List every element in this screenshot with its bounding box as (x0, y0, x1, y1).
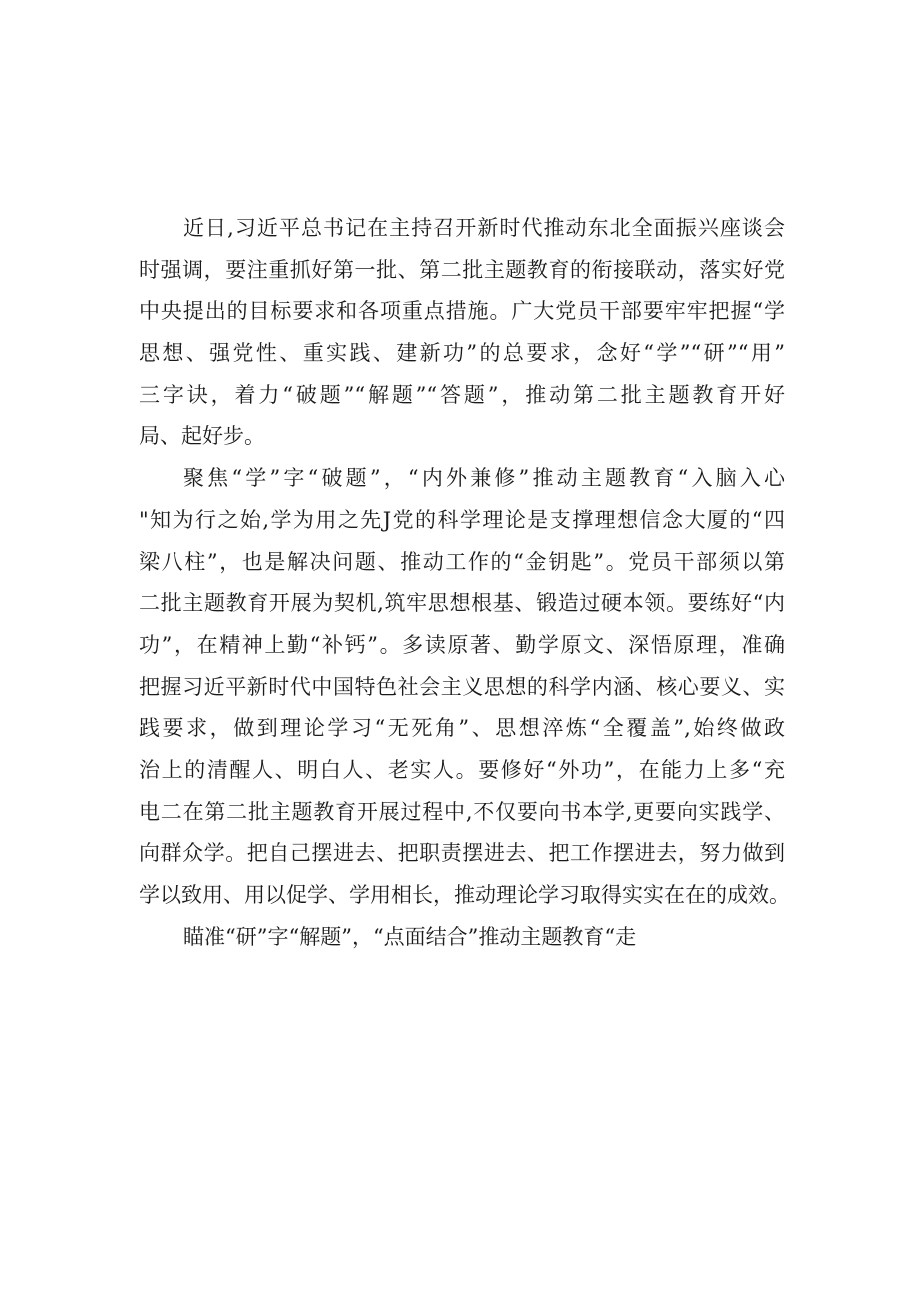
paragraph-line: 聚焦“学”字“破题”，“内外兼修”推动主题教育“入脑入心 (183, 466, 785, 491)
paragraph-line: 三字诀，着力“破题”“解题”“答题”，推动第二批主题教育开好 (139, 382, 785, 407)
paragraph-line: 向群众学。把自己摆进去、把职责摆进去、把工作摆进去，努力做到 (139, 841, 785, 866)
paragraph-line: 学以致用、用以促学、学用相长，推动理论学习取得实实在在的成效。 (139, 883, 790, 907)
paragraph-line: 瞄准“研”字“解题”，“点面结合”推动主题教育“走 (183, 924, 637, 949)
paragraph-line: 功”，在精神上勤“补钙”。多读原著、勤学原文、深悟原理，准确 (139, 632, 785, 657)
paragraph-line: 践要求，做到理论学习“无死角”、思想淬炼“全覆盖”,始终做政 (139, 716, 785, 741)
paragraph-line: 二批主题教育开展为契机,筑牢思想根基、锻造过硬本领。要练好“内 (139, 591, 785, 616)
paragraph-3 (139, 917, 785, 959)
paragraph-line: 梁八柱”，也是解决问题、推动工作的“金钥匙”。党员干部须以第 (139, 549, 785, 574)
paragraph-line: 中央提出的目标要求和各项重点措施。广大党员干部要牢牢把握“学 (139, 299, 785, 324)
paragraph-line: 局、起好步。 (139, 424, 265, 449)
paragraph-1 (139, 208, 785, 458)
paragraph-line: 治上的清醒人、明白人、老实人。要修好“外功”，在能力上多“充 (139, 757, 785, 782)
paragraph-2 (139, 458, 790, 917)
paragraph-line: 电二在第二批主题教育开展过程中,不仅要向书本学,更要向实践学、 (139, 799, 785, 824)
paragraph-line: 把握习近平新时代中国特色社会主义思想的科学内涵、核心要义、实 (139, 674, 785, 699)
paragraph-line: 近日,习近平总书记在主持召开新时代推动东北全面振兴座谈会 (183, 216, 785, 240)
paragraph-line: 时强调，要注重抓好第一批、第二批主题教育的衔接联动，落实好党 (139, 257, 785, 282)
paragraph-line: 思想、强党性、重实践、建新功”的总要求，念好“学”“研”“用” (139, 341, 785, 366)
paragraph-line: "知为行之始,学为用之先J党的科学理论是支撑理想信念大厦的“四 (139, 507, 785, 532)
document-body (139, 208, 790, 958)
